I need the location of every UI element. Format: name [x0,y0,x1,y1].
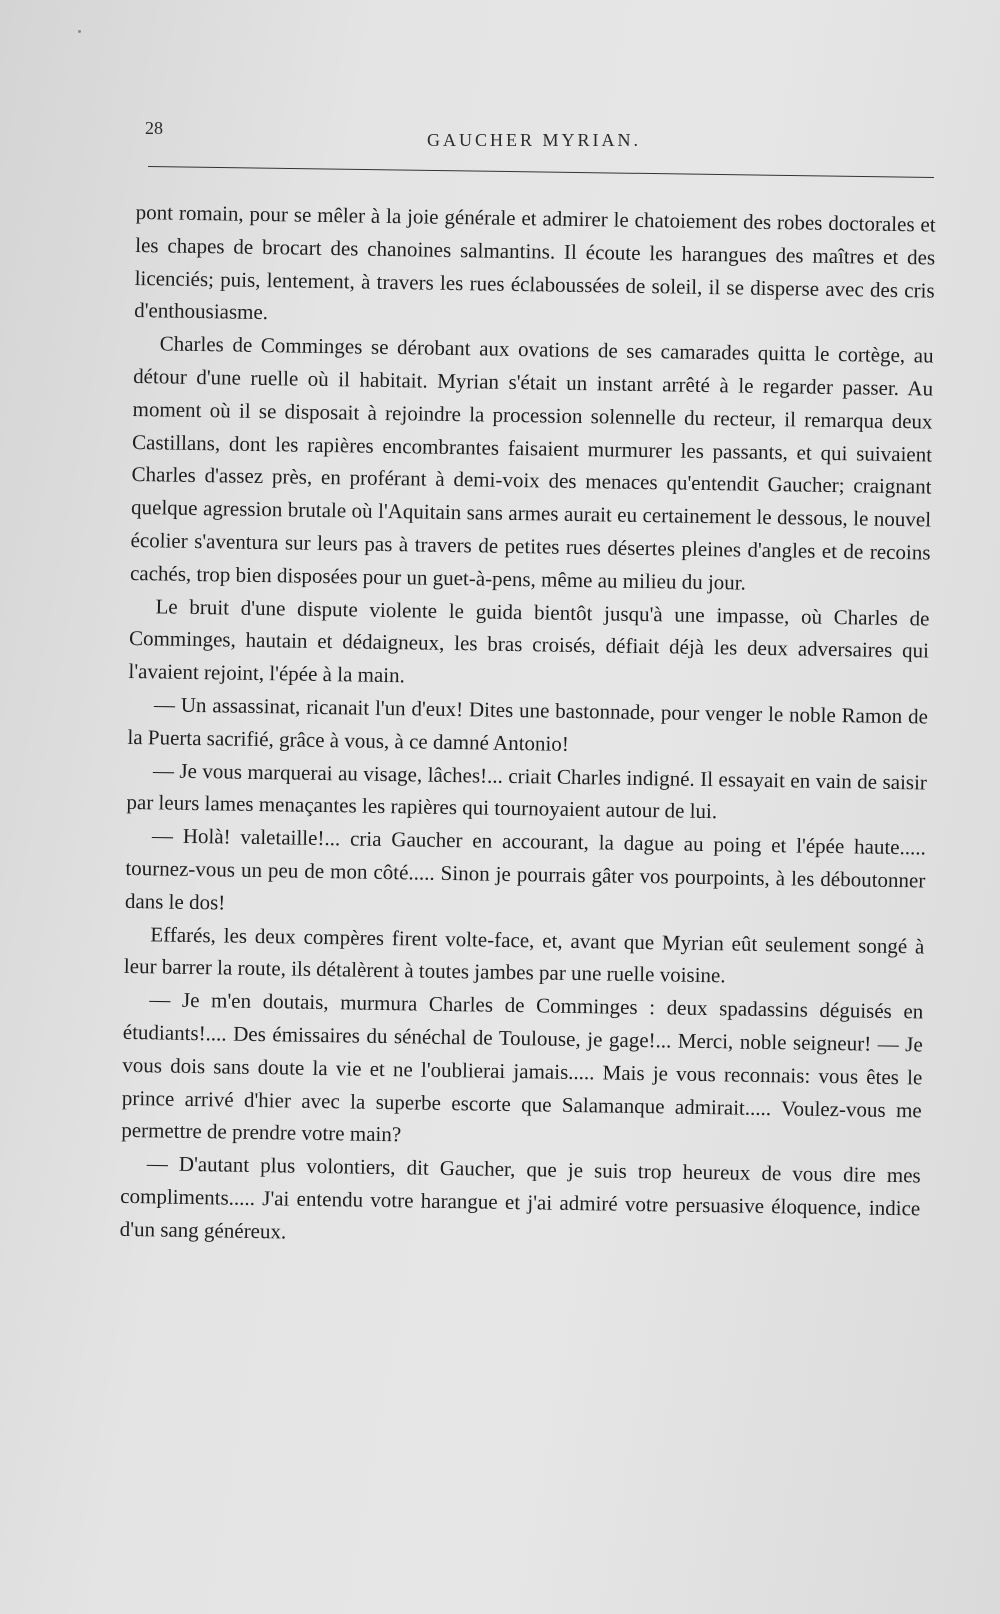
paragraph: Charles de Comminges se dérobant aux ovations de ses camarades quitta le cortège, au détour d'une ruelle où il habitait. Myrian s'était un instant arrêté à le regarder passer. Au moment où il se disposait à rejoindre la procession solennelle du recteur, il remarqua deux Castillans, dont les rapières encombrantes faisaient murmurer les passants, et qui suivaient Charles d'assez près, en proférant à demi-voix des menaces qu'entendit Gaucher; craignant quelque agression brutale où l'Aquitain sans armes aurait eu certainement le dessous, le nouvel écolier s'aventura sur leurs pas à travers de petites rues désertes pleines d'angles et de recoins cachés, trop bien disposées pour un guet-à-pens, même au milieu du jour. [129,331,934,595]
paper-speck [78,30,81,33]
running-title: GAUCHER MYRIAN. [427,130,642,150]
paragraph: pont romain, pour se mêler à la joie générale et admirer le chatoiement des robes doctorales et les chapes de brocart des chanoines salmantins. Il écoute les harangues des maîtres et des licenciés; puis, lentement, à travers les rues éclaboussées de soleil, il se disperse avec des cris d'enthousiasme. [134,199,936,325]
header-rule [148,166,934,178]
paragraph: — Je vous marquerai au visage, lâches!... criait Charles indigné. Il essayait en vain de saisir par leurs lames menaçantes les rapières qui tournoyaient autour de lui. [126,757,928,824]
paragraph: — Holà! valetaille!... cria Gaucher en accourant, la dague au poing et l'épée haute..... tournez-vous un peu de mon côté..... Sinon je pourrais gâter vos pourpoints, à les déboutonner dans le dos! [124,823,927,915]
page-number: 28 [145,118,163,138]
paragraph: — Un assassinat, ricanait l'un d'eux! Dites une bastonnade, pour venger le noble Ramon de la Puerta sacrifié, grâce à vous, à ce damné Antonio! [127,692,929,756]
paragraph: Effarés, les deux compères firent volte-face, et, avant que Myrian eût seulement songé à leur barrer la route, ils détalèrent à toutes jambes par une ruelle voisine. [123,921,925,988]
paragraph: — D'autant plus volontiers, dit Gaucher, que je suis trop heureux de vous dire mes compliments..... J'ai entendu votre harangue et j'ai admiré votre persuasive éloquence, indice d'un sang généreux. [119,1151,921,1244]
paragraph: Le bruit d'une dispute violente le guida bientôt jusqu'à une impasse, où Charles de Comminges, hautain et dédaigneux, les bras croisés, défiait déjà les deux adversaires qui l'avaient rejoint, l'épée à la main. [128,593,930,688]
page-header [145,118,930,158]
paragraph: — Je m'en doutais, murmura Charles de Comminges : deux spadassins déguisés en étudiants!.... Des émissaires du sénéchal de Toulouse, je gage!... Merci, noble seigneur! — Je vous dois sans doute la vie et ne l'oublierai jamais..... Mais je vous reconnais: vous êtes le prince arrivé d'hier avec la superbe escorte que Salamanque admirait..... Voulez-vous me permettre de prendre votre main? [121,987,924,1147]
body-text [120,196,936,1258]
